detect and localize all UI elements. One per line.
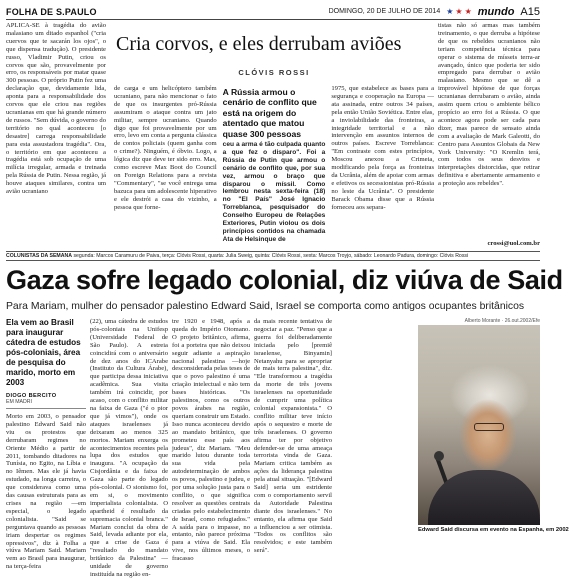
column-text-mid1: de carga e um helicóptero também ucraniano, para não mencionar o fato de que os insurgentes pró-Rússia assumiram o ataque contra um jato militar, sempre ucraniano. Quando digo que foi provavelmente por um erro, levo em conta a pergunta clássica de contos policiais (quem ganha com o crime?). Ninguém, é óbvio. Logo, a lógica diz que deve ter sido erro. Mas, como escreve Max Boot do Council on Foreign Relations para a revista "Commentary", "se você entrega uma bazuca para um adolescente hiperativo e ele destrói a casa do vizinho, a pessoa que forne- xyxy=(114,85,217,211)
column-article xyxy=(6,22,540,250)
newspaper-name: FOLHA DE S.PAULO xyxy=(6,6,97,17)
article-deck: Ela vem ao Brasil para inaugurar cátedra de estudos pós-coloniais, área de pesquisa do marido, morto em 2003 xyxy=(6,318,81,387)
article-text-col1: Morto em 2003, o pensador palestino Edward Said não viu os protestos que derrubaram regimes no Oriente Médio a partir de 2011, tombando ditadores na Tunísia, no Egito, na Líbia e no Iêmen. Mas ele já havia estudado, na longa carreira, o que considerava como uma das causas estruturais para as crises na região —em especial, o legado colonialista. "Said se perguntava quando as pessoas iriam despertar os regimes opressivos", diz à Folha a viúva Mariam Said. Mariam vem ao Brasil para inaugurar, na terça-feira xyxy=(6,413,86,571)
column-headline: Cria corvos, e eles derrubam aviões xyxy=(116,33,402,55)
column-text-mid3: 1975, que estabelece as bases para a segurança e cooperação na Europa —ata assinada, entre outros 34 países, pela então União Soviética. Entre elas, a inviolabilidade das fronteiras, a integridade territorial e a não intervenção em assuntos internos de outros países. Escreve Torreblanca: "Em contraste com estes princípios, Moscou anexou a Crimeia, modificando pela força as fronteiras da Ucrânia, além de apoiar com armas e efetivos os secessionistas pró-Rússia no leste da Ucrânia". O presidente Barack Obama disse que a Rússia forneceu aos separa- xyxy=(331,85,435,211)
column-text-left: APLICA-SE à tragédia do avião malasiano um ditado espanhol ("cria cuervos que te sacarán los ojos", o que dispensa tradução). O presidente russo, Vladimir Putin, criou os corvos que são, provavelmente por erro, os responsáveis por matar quase 300 pessoas. O próprio Putin fez uma declaração que, devidamente lida, aponta para a responsabilidade dos corvos que ele criou nas regiões ucranianas em que há grande número de russos. "Sem dúvida, o governo do território no qual aconteceu [o desastre] carrega responsabilidade para esta assustadora tragédia". Ora, o território em que aconteceu a tragédia está sob ocupação de uma milícia irregular, armada e treinada pela Rússia de Putin. Nessa região, já houve ataques similares, contra um avião ucraniano xyxy=(6,22,106,196)
article-photo-block xyxy=(418,318,569,540)
star-icon: ★ xyxy=(455,6,463,16)
star-icon: ★ xyxy=(446,6,454,16)
column-right xyxy=(438,22,540,248)
star-icon: ★ xyxy=(464,6,472,16)
article-text-col3: tre 1920 e 1948, após a queda do Império Otomano. O projeto britânico, afirma, foi a porteira que não deixou seguir adiante a aspiração nacional palestina —hoje desconsiderada pelas teses de que o povo palestino é uma criação intelectual e não tem bases históricas. "Os palestinos, como os outros povos árabes na região, queriam construir um Estado. Isso nunca aconteceu devido ao mandato britânico, que prometeu esse país aos judeus", diz Mariam. "Meu marido lutou durante toda sua vida pela autodeterminação de ambos os povos, palestino e judeu, e por uma solução justa para o conflito, o que significa resolver as questões centrais criadas pelo estabelecimento de Israel, como refugiados." A saída para o impasse, no entanto, não parece próxima para a viúva de Said. Ela vive, nos últimos meses, o fracasso xyxy=(172,318,251,563)
pull-quote: A Rússia armou o cenário de conflito que está na origem do atentado que matou quase 300 pessoas xyxy=(222,87,317,139)
star-icons xyxy=(446,8,472,16)
article-headline: Gaza sofre legado colonial, diz viúva de Said xyxy=(6,265,563,295)
edition-date: DOMINGO, 20 DE JULHO DE 2014 xyxy=(328,8,441,15)
photo-credit: Alberto Morante · 26.out.2002/Efe xyxy=(464,318,540,324)
page-number: A15 xyxy=(520,5,540,18)
masthead xyxy=(6,4,540,20)
pull-quote-block xyxy=(222,85,326,243)
columnists-strip xyxy=(6,251,540,261)
section-name: mundo xyxy=(477,5,515,18)
author-location: EM MADRI xyxy=(6,399,86,409)
strip-label: COLUNISTAS DA SEMANA xyxy=(6,253,72,259)
columnist-byline: CLÓVIS ROSSI xyxy=(238,68,310,77)
edward-said-photo xyxy=(418,325,540,525)
column-text-right: tistas não só armas mas também treinamento, o que derruba a hipótese de que os rebeldes ucranianos não teriam competência técnica para operar o sistema de mísseis terra-ar avançado, único que poderia ter sido empregado para derrubar o avião malasiano. Mesmo que se dê a improvável hipótese de que forças ucranianas derrubaram o avião, ainda assim quem criou o ambiente bélico propício ao erro foi a Rússia. O que acontece agora pode ser cada para dizer, mas parece de sensato ainda com a avaliação de Mark Galeotti, do Centro para Assuntos Globais da New York University: "O Kremlin terá, com todos os seus desvios e interpretações distorcidas, que retirar definitiva e abertamente armamento e a proteção aos rebeldes". xyxy=(438,22,540,188)
article-subhead: Para Mariam, mulher do pensador palestino Edward Said, Israel se comporta como antigos ocupantes britânicos xyxy=(6,301,525,312)
glasses-shape xyxy=(474,423,504,431)
column-body xyxy=(114,85,435,243)
microphone-head xyxy=(434,451,444,461)
masthead-right xyxy=(329,6,540,18)
article-body xyxy=(6,318,569,578)
article-text-col2: (22), uma cátedra de estudos pós-coloniais na Unifesp (Universidade Federal de São Paulo). A estreia coincidirá com o aniversário de dez anos do ICArabe (Instituto da Cultura Árabe), que participa dessa iniciativa acadêmica. Sua visita também irá coincidir, por acaso, com o conflito militar na faixa de Gaza ("é o pior que já vimos"), onde os ataques israelenses já deixaram ao menos 325 mortos. Mariam enxerga os acontecimentos recentes pela lupa dos estudos que inaugura. "A ocupação da Cisjordânia e da faixa de Gaza são parte do legado pós-colonial. O sionismo foi, em si, o movimento imperialista colonialista. O apartheid é resultado da supremacia colonial branca." Mariam conclui da obra de Said, levada adiante por ela, que a crise de Gaza é "resultado do mandato britânico da Palestina" —unidade de governo instituída na região en- xyxy=(90,318,168,578)
columnist-email: crossi@uol.com.br xyxy=(487,240,540,247)
photo-caption: Edward Said discursa em evento na Espanha, em 2002 xyxy=(418,527,569,533)
column-text-mid2: ceu a arma é tão culpada quanto a que fez o disparo". Foi a Rússia de Putin que armou o cenário de conflito que, por sua vez, armou o braço que disparou o míssil. Como lembrou nesta sexta-feira (18) no "El País" José Ignacio Torreblanca, pesquisador do Conselho Europeu de Relações Exteriores, Putin violou os dois princípios contidos na chamada Ata de Helsinque de xyxy=(222,141,326,243)
column-main xyxy=(114,22,434,248)
article-text-col4: da mais recente tentativa de negociar a paz. "Penso que a guerra foi deliberadamente iniciada pelo [premiê israelense, Binyamin] Netanyahu para se apropriar de mais terra palestina", diz. "Ele transformou a tragédia da morte de três jovens israelenses na oportunidade de cumprir uma política colonial expansionista." O conflito militar teve início após o sequestro e morte de três israelenses. O governo afirma ter por objetivo defender-se de uma ameaça terrorista vinda de Gaza. Mariam critica também as ações da liderança palestina pela atual situação. "[Edward Said] seria um estridente com o comportamento servil da Autoridade Palestina diante dos israelenses." No entanto, ela afirma que Said a influenciou a ser otimista. "Todos os conflitos são resolvidos; e este também será". xyxy=(254,318,332,555)
strip-text: segunda: Marcos Caramuru de Paiva, terça: Clóvis Rossi, quarta: Julia Sweig, quinta: Clóvis Rossi, sexta: Marcos Troyjo, sábado: Leonardo Padura, domingo: Clóvis Rossi xyxy=(72,253,469,259)
article-lead xyxy=(6,318,86,571)
author-name: DIOGO BERCITO xyxy=(6,393,57,399)
